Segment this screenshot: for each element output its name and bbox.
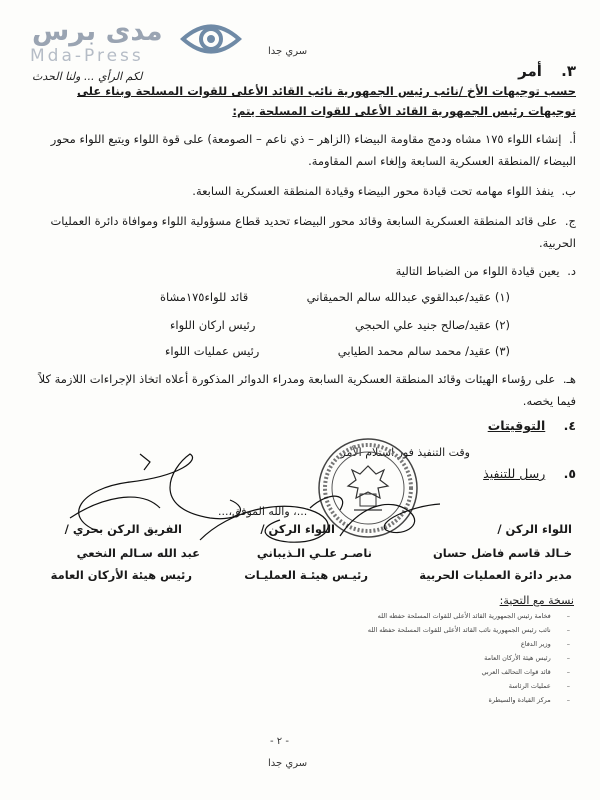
signature-2-rank: اللواء الركن /: [260, 522, 335, 536]
officer-1-role: قائد للواء١٧٥مشاة: [160, 290, 249, 304]
order-item-text: يعين قيادة اللواء من الضباط التالية: [395, 264, 560, 278]
copy-recipient-4: [484, 654, 570, 662]
order-item-letter: ب.: [561, 184, 576, 198]
officer-2-name: (٢) عقيد/صالح جنيد علي الحبجي: [355, 318, 510, 332]
section-3-heading: [518, 62, 576, 80]
copy-recipient-1: [378, 612, 570, 620]
list-bullet: –: [566, 668, 570, 676]
section-5-heading: [483, 466, 576, 481]
order-item-h: [21, 368, 576, 412]
copy-recipient-3: [521, 640, 570, 648]
section-3-intro-line1: حسب توجيهات الأخ /نائب رئيس الجمهورية نائب القائد الأعلى للقوات المسلحة وبناء على: [77, 84, 576, 98]
closing-wish: ...، والله الموفق،...: [218, 505, 308, 518]
officer-1-name: (١) عقيد/عبدالقوي عبدالله سالم الحميقاني: [306, 290, 510, 304]
officer-2-role: رئيس اركان اللواء: [170, 318, 256, 332]
order-item-d: [21, 260, 576, 282]
list-bullet: –: [566, 640, 570, 648]
order-item-c: [21, 210, 576, 254]
signature-1-title: مدير دائرة العمليات الحربية: [419, 568, 572, 582]
section-3-label: أمر: [518, 62, 542, 80]
order-item-letter: هـ.: [562, 372, 576, 386]
section-4-number: ٤.: [563, 418, 576, 433]
classification-top: سري جدا: [268, 46, 308, 57]
copy-recipient-text: وزير الدفاع: [520, 640, 551, 648]
signature-scribble-right: [330, 486, 450, 546]
watermark-brand-ar: مدى برس: [32, 16, 163, 47]
section-4-label: التوقيتات: [487, 418, 546, 433]
copy-recipient-text: رئيس هيئة الأركان العامة: [484, 654, 551, 662]
list-bullet: –: [566, 612, 570, 620]
order-item-text: على رؤساء الهيئات وقائد المنطقة العسكرية السابعة ومدراء الدوائر المذكورة أعلاه اتخاذ الإجراءات اللازمة كلاً فيما يخصه.: [38, 372, 576, 408]
signature-2-name: ناصـر علـي الـذيباني: [256, 546, 372, 560]
order-item-a: [21, 128, 576, 172]
officer-3-name: (٣) عقيد/ محمد سالم محمد الطيابي: [337, 344, 510, 358]
order-item-letter: أ.: [569, 132, 576, 146]
order-item-text: إنشاء اللواء ١٧٥ مشاه ودمج مقاومة البيضاء (الزاهر – ذي ناعم – الصومعة) على قوة اللواء ويتبع اللواء محور البيضاء /المنطقة العسكرية السابعة وإلغاء اسم المقاومة.: [50, 132, 576, 168]
copy-recipient-6: [509, 682, 570, 690]
order-item-text: على قائد المنطقة العسكرية السابعة وقائد محور البيضاء تحديد قطاع مسؤولية اللواء وموافاة دائرة العمليات الحربية.: [50, 214, 576, 250]
copy-recipient-text: مركز القيادة والسيطرة: [488, 696, 551, 704]
signature-2-title: رئيـس هيئـة العمليـات: [244, 568, 368, 582]
section-4-heading: [488, 418, 576, 433]
list-bullet: –: [566, 626, 570, 634]
copies-heading: نسخة مع التحية:: [499, 594, 574, 607]
copy-recipient-text: نائب رئيس الجمهورية نائب القائد الأعلى للقوات المسلحة حفظه الله: [367, 626, 551, 634]
eye-logo-icon: [180, 18, 242, 60]
classification-bottom: سري جدا: [268, 758, 308, 769]
page-number: - ٢ -: [270, 736, 289, 747]
section-5-label: رسل للتنفيذ: [483, 466, 546, 481]
officer-3-role: رئيس عمليات اللواء: [165, 344, 260, 358]
watermark-slogan: لكم الرأي ... ولنا الحدث: [32, 70, 143, 83]
signature-1-name: خـالد قاسم فاضل حسان: [432, 546, 572, 560]
signature-3-name: عبد الله سـالم النخعي: [76, 546, 200, 560]
section-5-number: ٥.: [563, 466, 576, 481]
signature-3-title: رئيس هيئة الأركان العامة: [50, 568, 192, 582]
copy-recipient-text: عمليات الرئاسة: [508, 682, 551, 690]
watermark-brand-en: Mda-Press: [30, 46, 144, 66]
section-3-number: ٣.: [561, 62, 576, 80]
copy-recipient-text: قائد قوات التحالف العربي: [481, 668, 551, 676]
list-bullet: –: [566, 682, 570, 690]
copy-recipient-5: [481, 668, 570, 676]
order-item-b: [21, 180, 576, 202]
copy-recipient-text: فخامة رئيس الجمهورية القائد الأعلى للقوات المسلحة حفظه الله: [377, 612, 551, 620]
order-item-text: ينفذ اللواء مهامه تحت قيادة محور البيضاء وقيادة المنطقة العسكرية السابعة.: [192, 184, 554, 198]
order-item-letter: د.: [567, 264, 576, 278]
copy-recipient-7: [489, 696, 570, 704]
signature-3-rank: الفريق الركن بحري /: [64, 522, 182, 536]
order-item-letter: ج.: [564, 214, 576, 228]
copy-recipient-2: [368, 626, 570, 634]
execution-time: وقت التنفيذ فور استلام الأمر: [340, 446, 470, 459]
signature-1-rank: اللواء الركن /: [497, 522, 572, 536]
list-bullet: –: [566, 696, 570, 704]
section-3-intro-line2: توجيهات رئيس الجمهورية القائد الأعلى للقوات المسلحة يتم:: [232, 104, 576, 118]
list-bullet: –: [566, 654, 570, 662]
